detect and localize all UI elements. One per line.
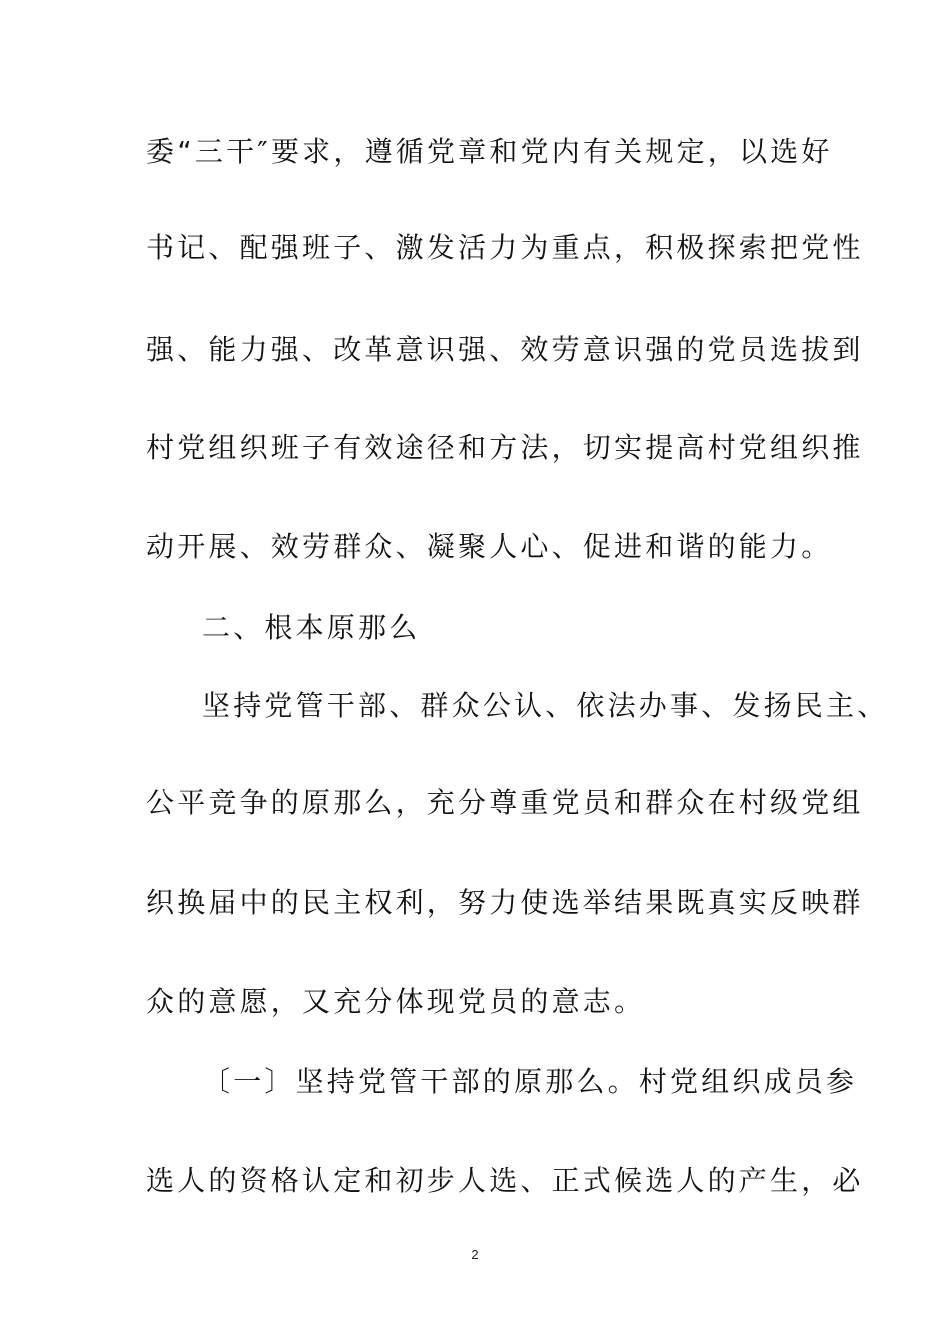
paragraph-first-line: 〔一〕坚持党管干部的原那么。村党组织成员参 xyxy=(202,1065,858,1098)
paragraph-first-line: 坚持党管干部、群众公认、依法办事、发扬民主、 xyxy=(202,689,889,722)
body-text-line: 动开展、效劳群众、凝聚人心、促进和谐的能力。 xyxy=(146,530,833,563)
body-text-line: 公平竞争的原那么，充分尊重党员和群众在村级党组 xyxy=(146,786,864,819)
body-text-line: 书记、配强班子、激发活力为重点，积极探索把党性 xyxy=(146,231,864,264)
body-text-line: 织换届中的民主权利，努力使选举结果既真实反映群 xyxy=(146,886,864,919)
body-text-line: 委“三干″要求，遵循党章和党内有关规定，以选好 xyxy=(146,135,833,168)
body-text-line: 众的意愿，又充分体现党员的意志。 xyxy=(146,985,646,1018)
body-text-line: 强、能力强、改革意识强、效劳意识强的党员选拔到 xyxy=(146,333,864,366)
section-heading: 二、根本原那么 xyxy=(202,611,421,644)
body-text-line: 村党组织班子有效途径和方法，切实提高村党组织推 xyxy=(146,431,864,464)
body-text-line: 选人的资格认定和初步人选、正式候选人的产生，必 xyxy=(146,1164,864,1197)
page-number: 2 xyxy=(471,1247,479,1262)
